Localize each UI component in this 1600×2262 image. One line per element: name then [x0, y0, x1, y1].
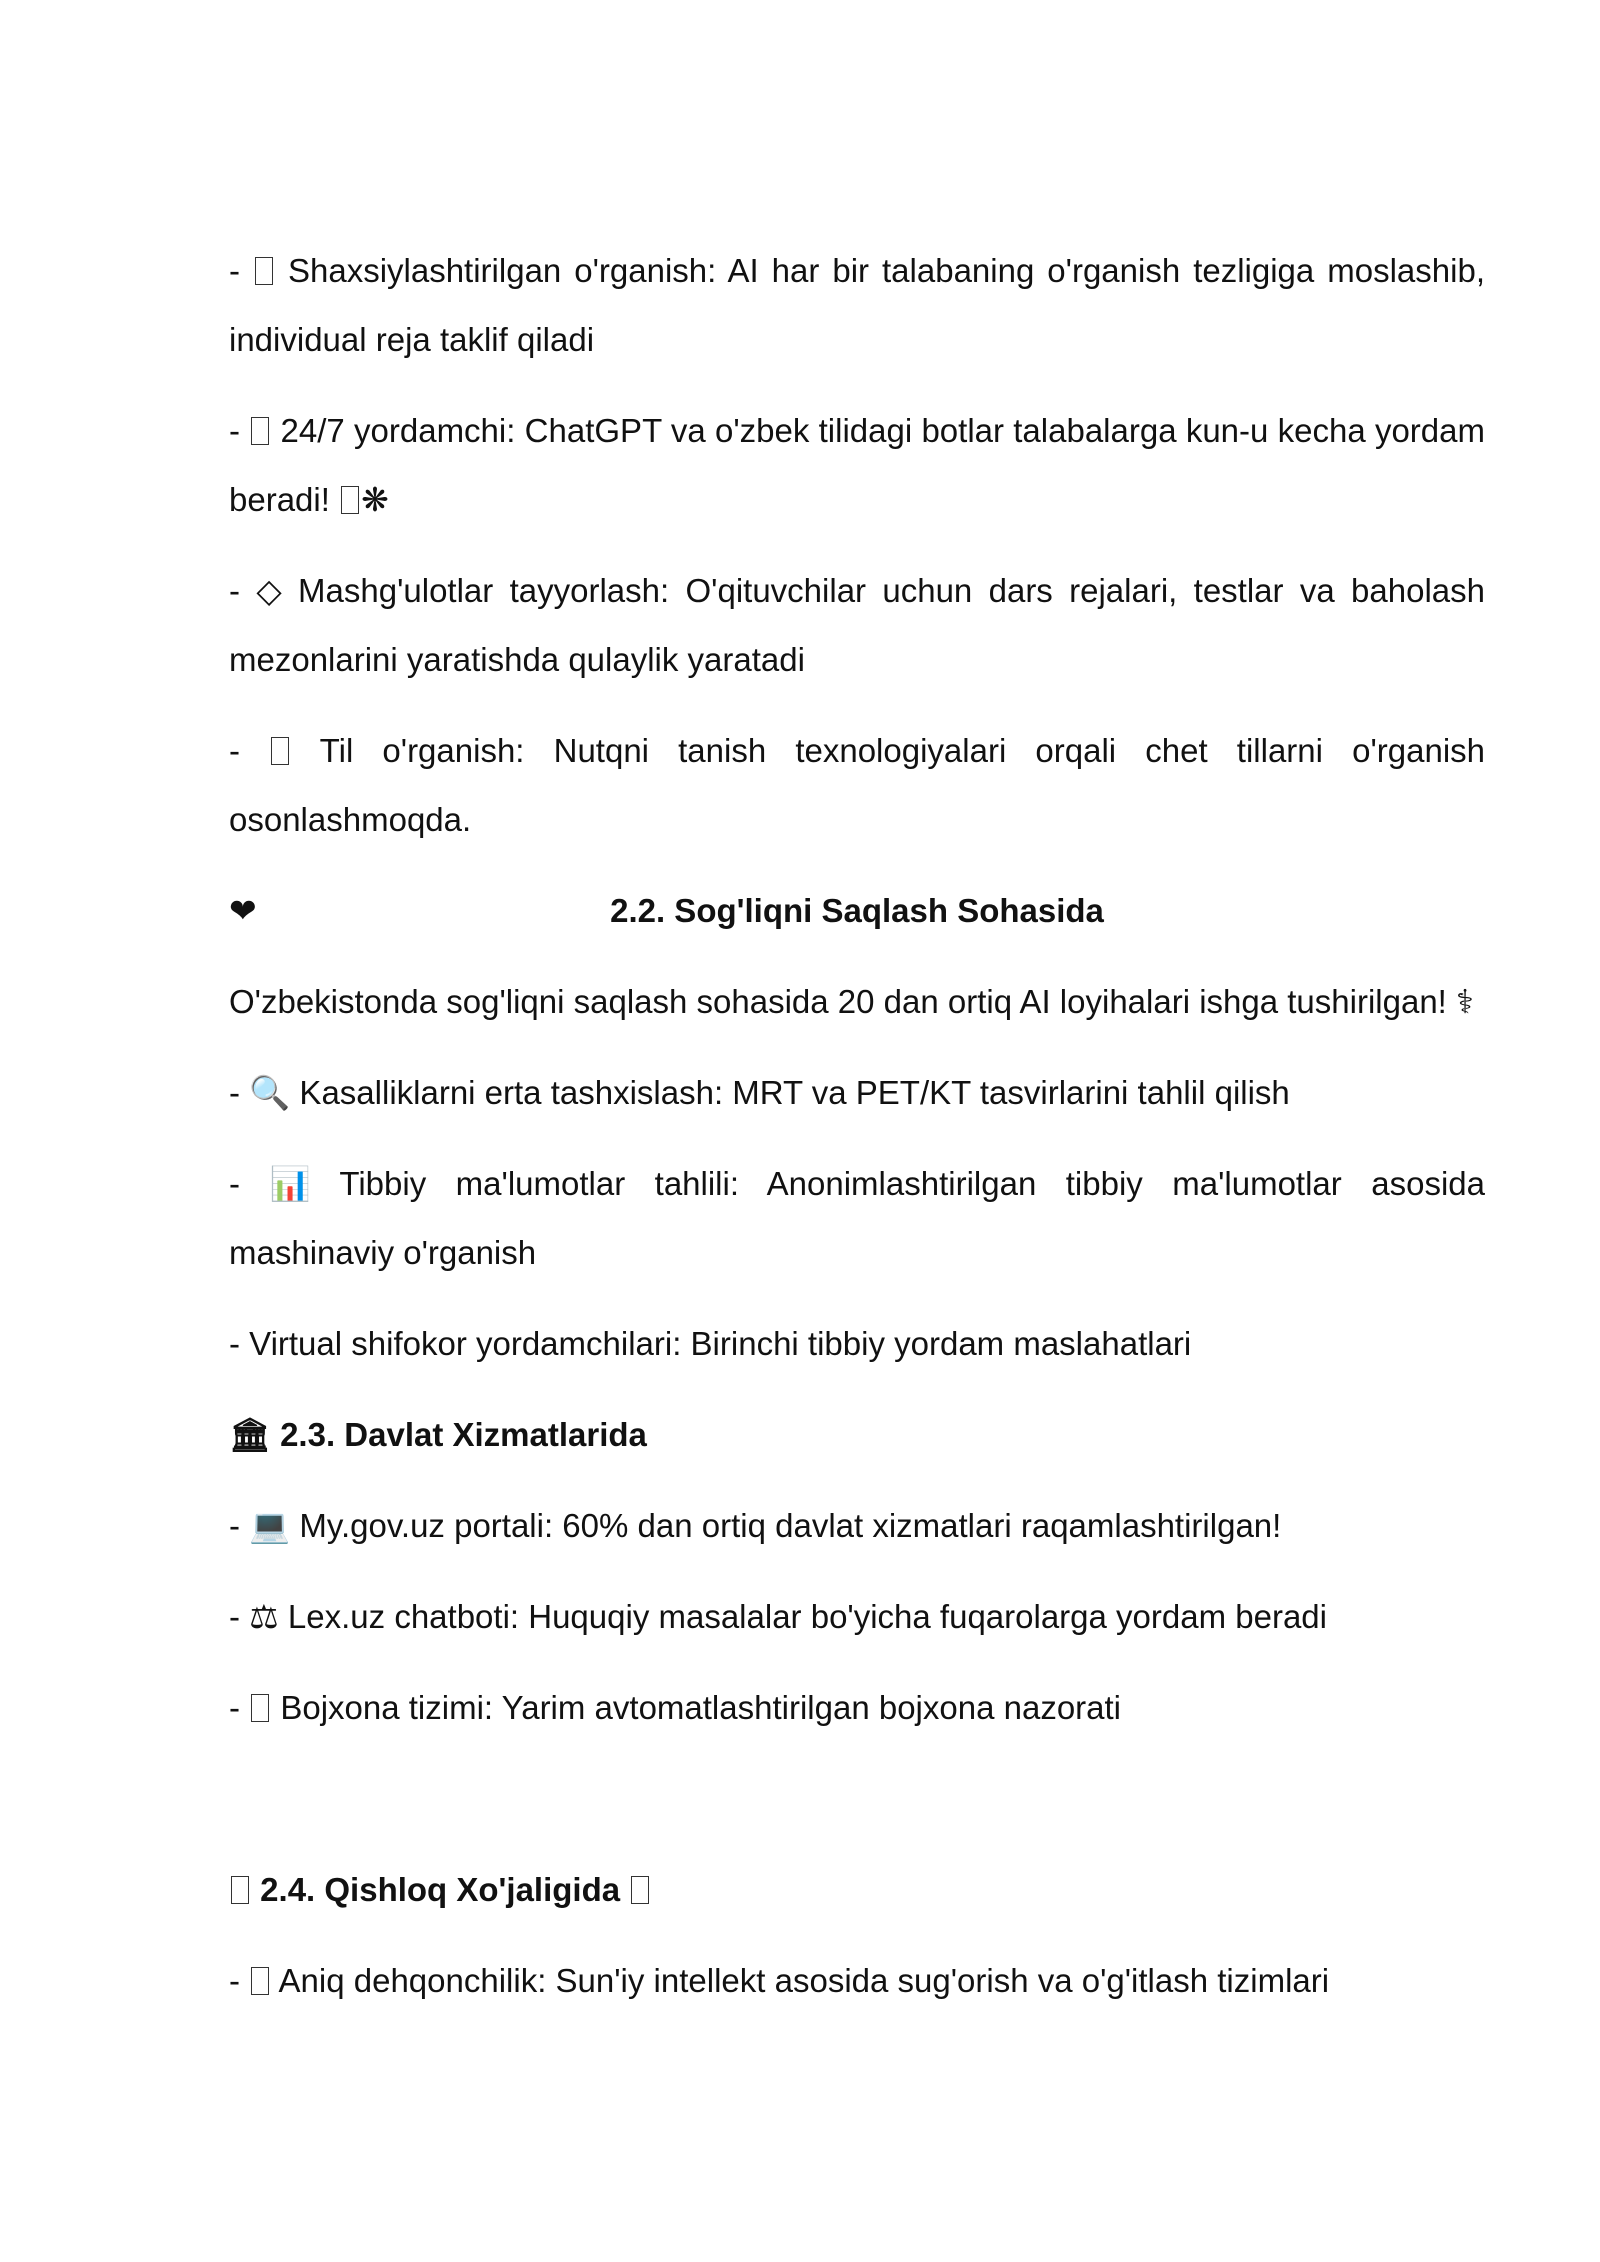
tag-icon: ◇	[256, 571, 282, 610]
heart-icon: ❤	[229, 891, 257, 930]
stethoscope-icon: ⚕	[1456, 982, 1474, 1021]
missing-glyph-icon	[341, 486, 359, 514]
bullet-dash: -	[229, 252, 253, 289]
blank-line	[229, 1764, 1485, 1855]
computer-icon: 💻	[249, 1506, 291, 1545]
bullet-text: Shaxsiylashtirilgan o'rganish: AI har bir talabaning o'rganish tezligiga moslashib, individual reja taklif qiladi	[229, 252, 1485, 358]
bullet-lesson-preparation	[229, 556, 1485, 694]
bullet-early-diagnosis	[229, 1058, 1485, 1127]
bullet-text: Bojxona tizimi: Yarim avtomatlashtirilgan bojxona nazorati	[271, 1689, 1122, 1726]
bullet-24-7-assistant	[229, 396, 1485, 534]
section-heading-2-4	[229, 1855, 1485, 1924]
government-building-icon: 🏛	[229, 1415, 271, 1454]
bullet-text: 24/7 yordamchi: ChatGPT va o'zbek tilidagi botlar talabalarga kun-u kecha yordam beradi!	[229, 412, 1485, 518]
bullet-text: Tibbiy ma'lumotlar tahlili: Anonimlashtirilgan tibbiy ma'lumotlar asosida mashinaviy o'rganish	[229, 1165, 1485, 1271]
bullet-dash: -	[229, 1962, 250, 1999]
bullet-dash: -	[229, 1598, 250, 1635]
scales-icon: ⚖	[249, 1597, 279, 1636]
bullet-mygov-portal	[229, 1491, 1485, 1560]
bullet-text: Lex.uz chatboti: Huquqiy masalalar bo'yicha fuqarolarga yordam beradi	[278, 1598, 1327, 1635]
missing-glyph-icon	[255, 257, 273, 285]
bullet-lex-chatbot	[229, 1582, 1485, 1651]
section-title: 2.2. Sog'liqni Saqlash Sohasida	[610, 892, 1104, 929]
bullet-text: Aniq dehqonchilik: Sun'iy intellekt asosida sug'orish va o'g'itlash tizimlari	[271, 1962, 1330, 1999]
section-title: 2.3. Davlat Xizmatlarida	[270, 1416, 647, 1453]
bullet-personalized-learning	[229, 236, 1485, 374]
bullet-dash: -	[229, 1689, 250, 1726]
sparkle-icon: ❋	[361, 480, 389, 519]
section-heading-2-2	[229, 876, 1485, 945]
bullet-language-learning	[229, 716, 1485, 854]
bullet-text: Til o'rganish: Nutqni tanish texnologiyalari orqali chet tillarni o'rganish osonlashmoqda.	[229, 732, 1485, 838]
bullet-text: Kasalliklarni erta tashxislash: MRT va PET/KT tasvirlarini tahlil qilish	[290, 1074, 1290, 1111]
bullet-dash: -	[229, 1074, 250, 1111]
bullet-customs-system	[229, 1673, 1485, 1742]
bullet-dash: -	[229, 572, 257, 609]
bullet-dash: -	[229, 412, 250, 449]
bullet-text: - Virtual shifokor yordamchilari: Birinchi tibbiy yordam maslahatlari	[229, 1325, 1192, 1362]
healthcare-intro-paragraph	[229, 967, 1485, 1036]
missing-glyph-icon	[251, 1694, 269, 1722]
bullet-precision-farming	[229, 1946, 1485, 2015]
bullet-virtual-doctor	[229, 1309, 1485, 1378]
missing-glyph-icon	[251, 417, 269, 445]
bullet-text: My.gov.uz portali: 60% dan ortiq davlat xizmatlari raqamlashtirilgan!	[290, 1507, 1282, 1544]
bullet-text: Mashg'ulotlar tayyorlash: O'qituvchilar uchun dars rejalari, testlar va baholash mezonlarini yaratishda qulaylik yaratadi	[229, 572, 1485, 678]
missing-glyph-icon	[231, 1876, 249, 1904]
bullet-dash: -	[229, 1165, 270, 1202]
bullet-dash: -	[229, 1507, 250, 1544]
missing-glyph-icon	[251, 1967, 269, 1995]
missing-glyph-icon	[271, 737, 289, 765]
section-heading-2-3	[229, 1400, 1485, 1469]
paragraph-text: O'zbekistonda sog'liqni saqlash sohasida 20 dan ortiq AI loyihalari ishga tushirilgan!	[229, 983, 1457, 1020]
bullet-dash: -	[229, 732, 270, 769]
magnifier-icon: 🔍	[249, 1073, 291, 1112]
missing-glyph-icon	[631, 1876, 649, 1904]
section-title: 2.4. Qishloq Xo'jaligida	[251, 1871, 630, 1908]
bullet-medical-data-analysis	[229, 1149, 1485, 1287]
bar-chart-icon: 📊	[269, 1164, 311, 1203]
document-page	[229, 236, 1485, 2037]
